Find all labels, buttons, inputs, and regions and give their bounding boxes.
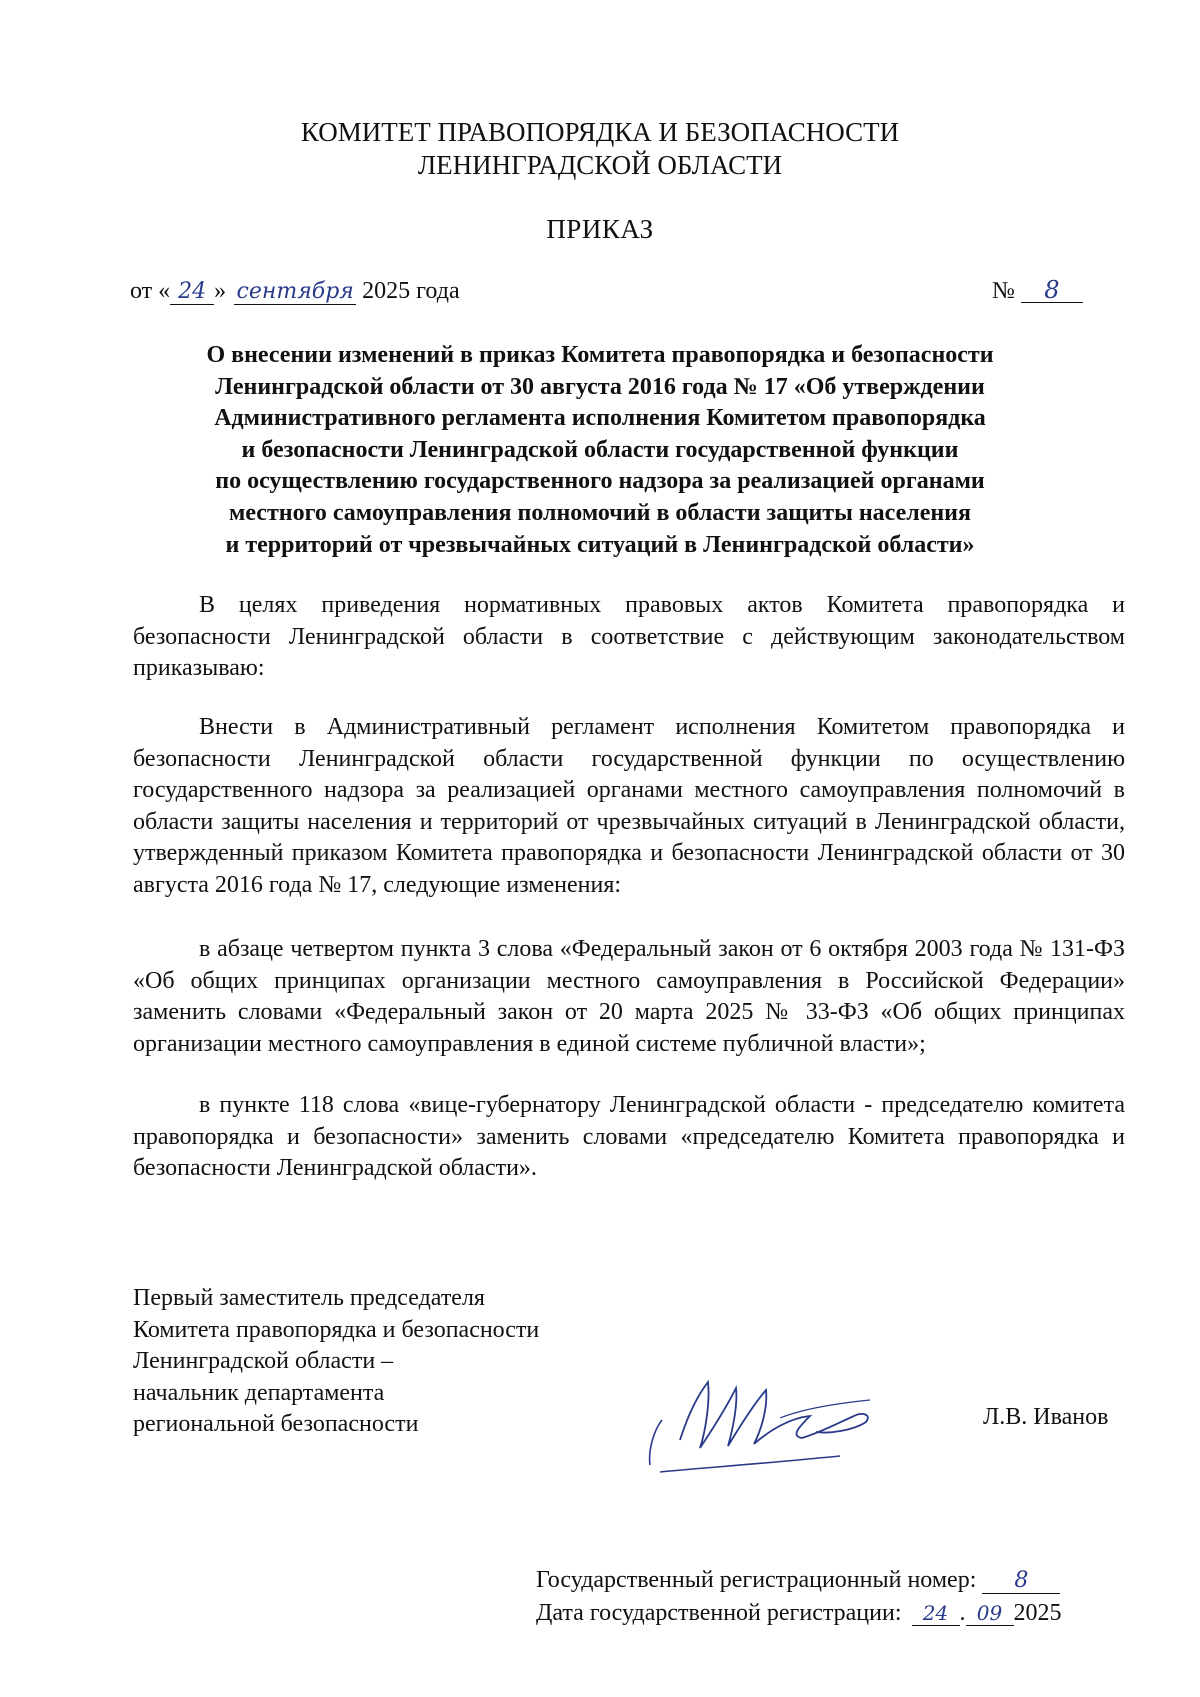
position-line: региональной безопасности (133, 1411, 419, 1437)
title-line: и территорий от чрезвычайных ситуаций в Ленинградской области» (225, 531, 975, 558)
document-type: ПРИКАЗ (546, 214, 654, 244)
registration-year: 2025 (1013, 1600, 1062, 1626)
amendment-item-2: в пункте 118 слова «вице-губернатору Ленинградской области - председателю комитета правопорядка и безопасности» заменить словами «председателю Комитета правопорядка и безопасности Ленинградской области». (133, 1092, 1125, 1181)
title-line: Административного регламента исполнения Комитетом правопорядка (214, 405, 986, 432)
order-date (130, 276, 460, 306)
document-title (120, 340, 1080, 561)
date-suffix: 2025 года (356, 278, 460, 304)
amendment-item-1: в абзаце четвертом пункта 3 слова «Федеральный закон от 6 октября 2003 года № 131-ФЗ «Об общих принципах организации местного самоуправления в Российской Федерации» заменить словами «Федеральный закон от 20 марта 2025 № 33-ФЗ «Об общих принципах организации местного самоуправления в единой системе публичной власти»; (133, 936, 1125, 1057)
handwritten-registration-number: 8 (982, 1569, 1060, 1594)
position-line: Комитета правопорядка и безопасности (133, 1316, 540, 1343)
title-line: местного самоуправления полномочий в области защиты населения (229, 499, 971, 526)
registration-number (536, 1565, 1060, 1595)
handwritten-registration-day: 24 (912, 1601, 960, 1626)
signatory-position (133, 1283, 539, 1441)
title-line: Ленинградской области от 30 августа 2016 года № 17 «Об утверждении (215, 373, 985, 400)
handwritten-registration-month: 09 (966, 1601, 1014, 1626)
registration-date (536, 1598, 1062, 1628)
signer-name: Л.В. Иванов (983, 1404, 1109, 1430)
preamble-paragraph: В целях приведения нормативных правовых актов Комитета правопорядка и безопасности Ленинградской области в соответствие с действующим законодательством приказываю: (133, 592, 1125, 681)
order-number (992, 276, 1083, 306)
date-prefix: от « (130, 278, 171, 304)
amendment-intro-paragraph: Внести в Административный регламент исполнения Комитетом правопорядка и безопасности Ленинградской области государственной функции по осуществлению государственного надзора за реализацией органами местного самоуправления полномочий в области защиты населения и территорий от чрезвычайных ситуаций в Ленинградской области, утвержденный приказом Комитета правопорядка и безопасности Ленинградской области от 30 августа 2016 года № 17, следующие изменения: (133, 714, 1125, 898)
position-line: Ленинградской области – (133, 1348, 394, 1374)
handwritten-signature (640, 1360, 900, 1480)
title-line: по осуществлению государственного надзора за реализацией органами (215, 468, 985, 495)
org-name-line-2: ЛЕНИНГРАДСКОЙ ОБЛАСТИ (417, 150, 783, 180)
date-mid: » (214, 278, 227, 304)
handwritten-day: 24 (170, 280, 214, 305)
title-line: и безопасности Ленинградской области государственной функции (241, 436, 959, 463)
org-name-line-1: КОМИТЕТ ПРАВОПОРЯДКА И БЕЗОПАСНОСТИ (300, 117, 900, 147)
handwritten-number: 8 (1021, 278, 1083, 303)
number-prefix: № (992, 278, 1015, 304)
title-line: О внесении изменений в приказ Комитета правопорядка и безопасности (206, 342, 994, 368)
registration-date-separator: . (959, 1600, 966, 1626)
registration-date-label: Дата государственной регистрации: (536, 1600, 902, 1626)
handwritten-month: сентября (234, 280, 356, 305)
registration-number-label: Государственный регистрационный номер: (536, 1567, 977, 1593)
position-line: начальник департамента (133, 1379, 385, 1406)
position-line: Первый заместитель председателя (133, 1285, 485, 1311)
